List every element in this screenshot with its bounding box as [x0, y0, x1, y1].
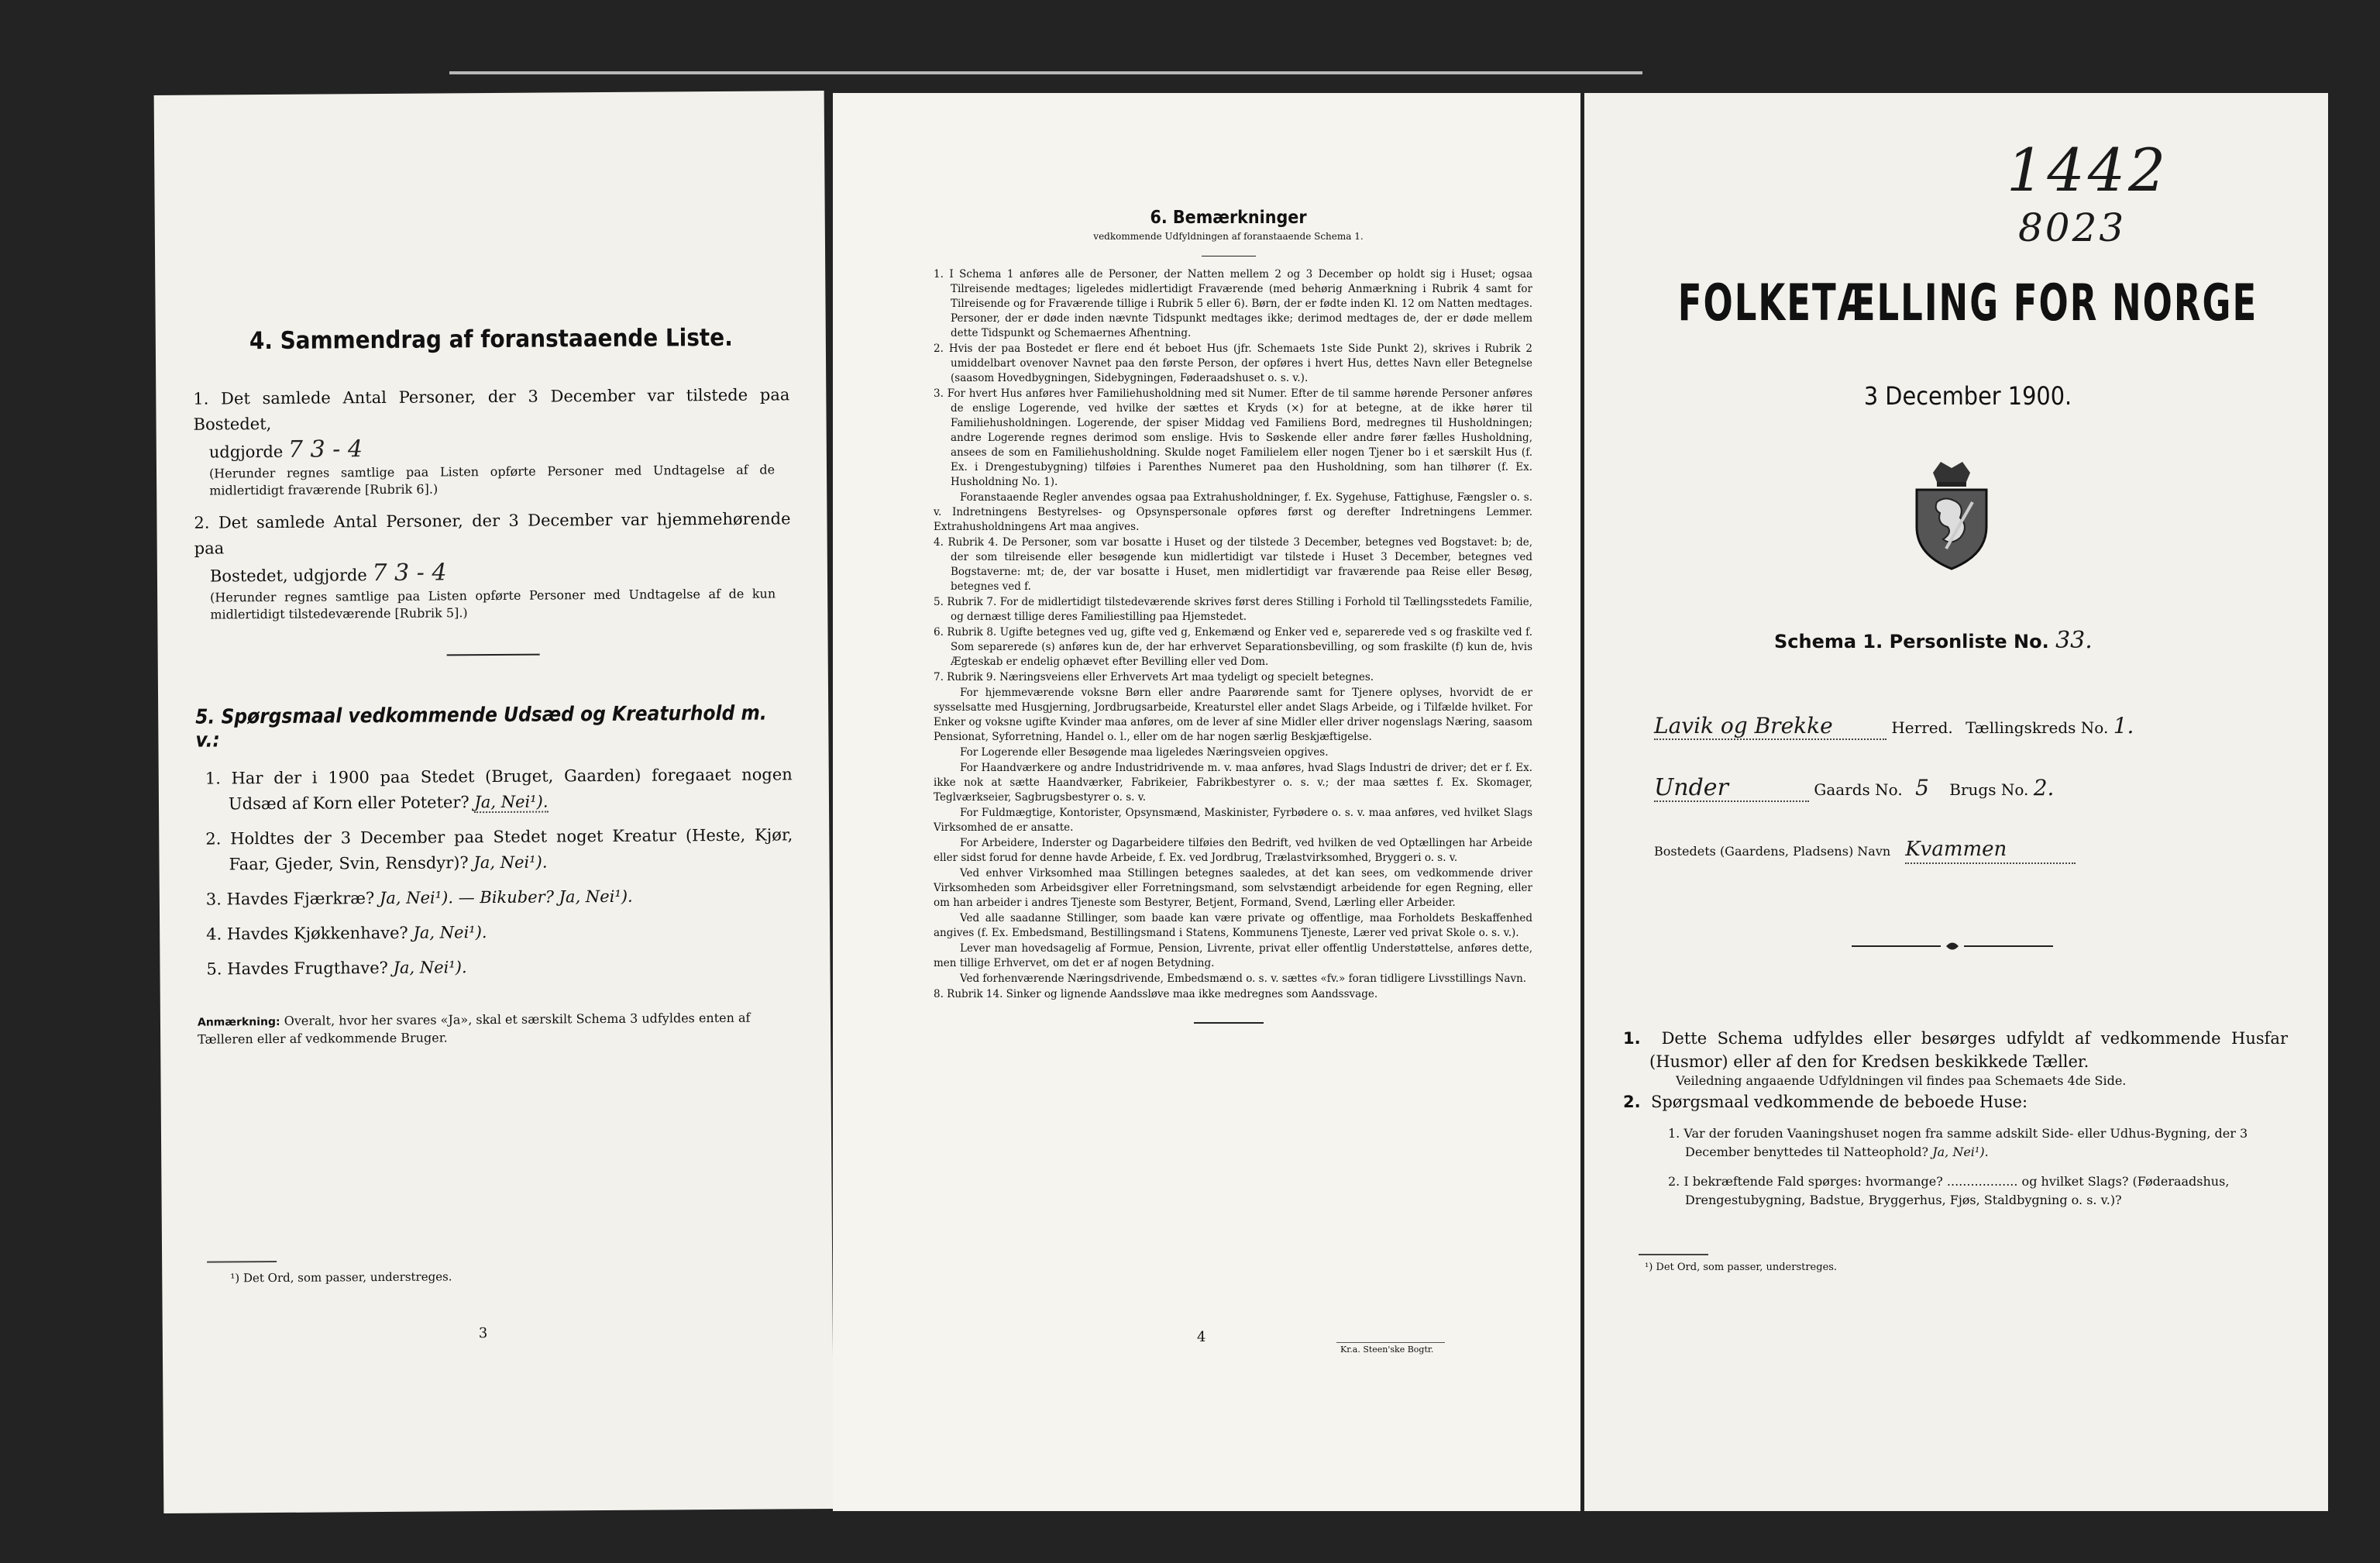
printer-mark: Kr.a. Steen'ske Bogtr. — [1340, 1344, 1434, 1355]
remark-paragraph: 8. Rubrik 14. Sinker og lignende Aandssløve maa ikke medregnes som Aandssvage. — [934, 988, 1378, 1000]
remark-paragraph: 7. Rubrik 9. Næringsveiens eller Erhvervets Art maa tydeligt og specielt betegnes. — [934, 671, 1374, 683]
summary-item-2-value: 7 3 - 4 — [372, 559, 447, 587]
remark-text: Overalt, hvor her svares «Ja», skal et særskilt Schema 3 udfyldes enten af Tælleren eller af vedkommende Bruger. — [198, 1010, 751, 1047]
remark-paragraph: For Haandværkere og andre Industridrivende m. v. maa anføres, hvad Slags Industri de driver; det er f. Ex. ikke nok at sætte Haandværker, Fabrikeier, Fabrikbestyrer o. s. v.; der maa sættes f. Ex. Skomager, Teglværkseier, Sagbrugsbestyrer o. s. v. — [934, 762, 1532, 804]
bosted-value: Kvammen — [1905, 837, 2076, 864]
question-4: 4. Havdes Kjøkkenhave? Ja, Nei¹). — [206, 923, 487, 944]
brugs-number: 2. — [2033, 775, 2055, 800]
kreds-label: Tællingskreds No. — [1966, 718, 2109, 737]
instructions — [1622, 1027, 2288, 1210]
remarks-title: 6. Bemærkninger — [1150, 208, 1307, 228]
archive-number-2: 8023 — [2018, 205, 2127, 250]
instruction-1-note: Veiledning angaaende Udfyldningen vil findes paa Schemaets 4de Side. — [1676, 1073, 2127, 1088]
question-3: 3. Havdes Fjærkræ? Ja, Nei¹). — Bikuber? Ja, Nei¹). — [205, 887, 633, 909]
remark-paragraph: 4. Rubrik 4. De Personer, som var bosatte i Huset og der tilstede 3 December, betegnes ved Bogstavet: b; de, der som tilreisende eller besøgende kun midlertidigt var tilstede i Huset 3 December, betegnes ved Bogstaverne: mt; de, der var bosatte i Huset, men midlertidigt var fraværende paa Reise eller Besøg, betegnes ved f. — [934, 536, 1532, 593]
divider — [1194, 1022, 1264, 1024]
herred-line — [1654, 713, 2274, 741]
footnote: ¹) Det Ord, som passer, understreges. — [230, 1269, 452, 1286]
summary-item-1-value: 7 3 - 4 — [287, 436, 363, 463]
schema-label: Schema 1. Personliste No. — [1774, 631, 2049, 652]
remark-paragraph: Ved alle saadanne Stillinger, som baade kan være private og offentlige, maa Forholdets Beskaffenhed angives (f. Ex. Embedsmand, Bestillingsmand i Statens, Kommunens Tjeneste, Lærer ved privat Skole o. s. v.). — [934, 912, 1532, 939]
gaard-number: 5 — [1915, 775, 1929, 800]
remark-paragraph: 1. I Schema 1 anføres alle de Personer, der Natten mellem 2 og 3 December op holdt sig i Huset; ogsaa Tilreisende medtages; ligeledes midlertidigt Fraværende (med behørig Anmærkning i Rubrik 4 samt for Tilreisende og for Fraværende tillige i Rubrik 5 eller 6). Børn, der er fødte inden Kl. 12 om Natten medtages. Personer, der er døde inden nævnte Tidspunkt medtages ikke; derimod medtages de, der er døde mellem dette Tidspunkt og Schemaernes Afhentning. — [934, 268, 1532, 339]
summary-item-2-label: Bostedet, udgjorde — [209, 566, 367, 586]
remark-paragraph: 5. Rubrik 7. For de midlertidigt tilstedeværende skrives først deres Stilling i Forhold til Tællingsstedets Familie, og dernæst tillige deres Familiestilling paa Hjemstedet. — [934, 596, 1532, 623]
gaard-name-value: Under — [1654, 775, 1809, 802]
summary-item-1-label: udgjorde — [208, 442, 284, 462]
remark-label: Anmærkning: — [197, 1015, 280, 1029]
question-1: 1. Har der i 1900 paa Stedet (Bruget, Gaarden) foregaaet nogen Udsæd af Korn eller Poteter? Ja, Nei¹). — [205, 765, 793, 814]
remark-paragraph: 2. Hvis der paa Bostedet er flere end ét beboet Hus (jfr. Schemaets 1ste Side Punkt 2), skrives i Rubrik 2 umiddelbart ovenover Navnet paa den første Person, der opføres i hvert Hus, dettes Navn eller Betegnelse (saasom Hovedbygningen, Sidebygningen, Føderaadshuset o. s. v.). — [934, 343, 1532, 384]
bosted-line — [1654, 837, 2274, 864]
question-5: 5. Havdes Frugthave? Ja, Nei¹). — [206, 958, 467, 979]
summary-item-1-text: 1. Det samlede Antal Personer, der 3 December var tilstede paa Bostedet, — [193, 385, 790, 434]
census-date: 3 December 1900. — [1863, 381, 2072, 411]
question-2-answer: Ja, Nei¹). — [473, 852, 548, 873]
footnote: ¹) Det Ord, som passer, understreges. — [1645, 1262, 1838, 1273]
page-number: 4 — [1197, 1329, 1206, 1345]
remark-paragraph: Lever man hovedsagelig af Formue, Pension, Livrente, privat eller offentlig Understøttelse, anføres dette, men tillige Erhvervet, om det er af nogen Betydning. — [934, 942, 1532, 969]
instruction-2: 2. Spørgsmaal vedkommende de beboede Huse: — [1623, 1093, 2028, 1111]
question-2: 2. Holdtes der 3 December paa Stedet noget Kreatur (Heste, Kjør, Faar, Gjeder, Svin, Rensdyr)? Ja, Nei¹). — [205, 825, 793, 874]
census-title: FOLKETÆLLING FOR NORGE — [1677, 274, 2258, 332]
page-number: 3 — [478, 1325, 488, 1342]
question-list — [196, 762, 794, 982]
footnote-rule — [207, 1261, 277, 1263]
remark-paragraph: Ved enhver Virksomhed maa Stillingen betegnes saaledes, at det kan sees, om vedkommende driver Virksomheden som Arbeidsgiver eller Forretningsmand, som selvstændigt arbeidende for egen Regning, eller om han arbeider i andres Tjeneste som Bestyrer, Betjent, Formand, Svend, Lærling eller Arbeider. — [934, 867, 1532, 909]
section-4-title: 4. Sammendrag af foranstaaende Liste. — [249, 323, 733, 356]
remark-paragraph: For Fuldmægtige, Kontorister, Opsynsmænd, Maskinister, Fyrbødere o. s. v. maa anføres, ved hvilket Slags Virksomhed de er ansatte. — [934, 807, 1532, 834]
question-5-answer: Ja, Nei¹). — [393, 958, 467, 977]
summary-item-1-note: (Herunder regnes samtlige paa Listen opførte Personer med Undtagelse af de midlertidigt fraværende [Rubrik 6].) — [208, 462, 776, 498]
instruction-1: 1. Dette Schema udfyldes eller besørges udfyldt af vedkommende Husfar (Husmor) eller af den for Kredsen beskikkede Tæller. — [1623, 1029, 2288, 1071]
page-4 — [833, 93, 1580, 1511]
summary-item-2 — [194, 506, 791, 623]
question-1-answer: Ja, Nei¹). — [474, 792, 549, 812]
brugs-label: Brugs No. — [1949, 780, 2029, 799]
section-5-title: 5. Spørgsmaal vedkommende Udsæd og Kreaturhold m. v.: — [195, 701, 767, 752]
page-3 — [154, 91, 834, 1513]
remark-paragraph: For hjemmeværende voksne Børn eller andre Paarørende samt for Tjenere oplyses, hvorvidt de er sysselsatte med Husgjerning, Jordbrugsarbeide, Kreaturstel eller andet Slags Arbeide, og i Tilfælde hvilket. For Enker og voksne ugifte Kvinder maa anføres, om de lever af sine Midler eller driver nogenslags Næring, saasom Pensionat, Syforretning, Handel o. l., eller om de har nogen særlig Beskjæftigelse. — [934, 687, 1532, 743]
schema-line — [1774, 628, 2093, 655]
question-3-answer: Ja, Nei¹). — Bikuber? Ja, Nei¹). — [379, 887, 633, 908]
schema-number: 33. — [2055, 627, 2093, 654]
bosted-label: Bostedets (Gaardens, Pladsens) Navn — [1654, 844, 1891, 859]
remark-paragraph: For Logerende eller Besøgende maa ligeledes Næringsveien opgives. — [960, 746, 1329, 759]
summary-item-2-note: (Herunder regnes samtlige paa Listen opførte Personer med Undtagelse af de kun midlertidigt tilstedeværende [Rubrik 5].) — [210, 586, 776, 622]
kreds-value: 1. — [2113, 713, 2134, 738]
house-question-1: 1. Var der foruden Vaaningshuset nogen fra samme adskilt Side- eller Udhus-Bygning, der 3 December benyttedes til Natteophold? Ja, Nei¹). — [1668, 1126, 2248, 1159]
remarks-subtitle: vedkommende Udfyldningen af foranstaaende Schema 1. — [1093, 231, 1364, 242]
summary-item-2-text: 2. Det samlede Antal Personer, der 3 December var hjemmehørende paa — [194, 509, 791, 558]
printer-rule — [1336, 1342, 1445, 1343]
remark-paragraph: Foranstaaende Regler anvendes ogsaa paa Extrahusholdninger, f. Ex. Sygehuse, Fattighuse, Fængsler o. s. v. Indretningens Bestyrelses- og Opsynspersonale opføres først og derefter Indretningens Lemmer. Extrahusholdningens Art maa angives. — [934, 491, 1532, 533]
divider — [447, 654, 540, 656]
ornament-divider-icon — [1852, 939, 2053, 953]
remark-paragraph: 6. Rubrik 8. Ugifte betegnes ved ug, gifte ved g, Enkemænd og Enker ved e, separerede ved s og fraskilte ved f. Som separerede (s) anføres kun de, der har erhvervet Separationsbevilling, og som fraskilte (f) kun de, hvis Ægteskab er endelig ophævet efter Bevilling eller ved Dom. — [934, 626, 1532, 668]
remark-paragraph: For Arbeidere, Inderster og Dagarbeidere tilføies den Bedrift, ved hvilken de ved Optællingen har Arbeide eller sidst forud for denne havde Arbeide, f. Ex. ved Jordbrug, Trælastvirksomhed, Bryggeri o. s. v. — [934, 837, 1532, 864]
page-1 — [1584, 93, 2328, 1511]
summary-item-1 — [193, 382, 790, 499]
archive-number: 1442 — [2007, 136, 2169, 205]
instruction-1-text: Dette Schema udfyldes eller besørges udfyldt af vedkommende Husfar (Husmor) eller af den for Kredsen beskikkede Tæller. — [1649, 1029, 2288, 1071]
remark-paragraph: Ved forhenværende Næringsdrivende, Embedsmænd o. s. v. sættes «fv.» foran tidligere Livsstillings Navn. — [960, 973, 1527, 985]
footnote-rule — [1639, 1254, 1708, 1255]
question-4-answer: Ja, Nei¹). — [413, 923, 487, 942]
scan-edge-line — [449, 71, 1642, 74]
remark-paragraph: 3. For hvert Hus anføres hver Familiehusholdning med sit Numer. Efter de til samme hørende Personer anføres de enslige Logerende, ved hvilke der sættes et Kryds (×) for at betegne, at de ikke hører til Familiehusholdningen. Logerende, der spiser Middag ved Familiens Bord, medregnes til Husholdningen; andre Logerende regnes derimod som enslige. Hvis to Søskende eller andre fører fælles Husholdning, ansees de som en Familiehusholdning. Skulde noget Familielem eller nogen Tjener bo i et særskilt Hus (f. Ex. i Drengestubygning) tilføies i Parenthes Numeret paa den Husholdning, som han tilhører (f. Ex. Husholdning No. 1). — [934, 387, 1532, 488]
instruction-2-text: Spørgsmaal vedkommende de beboede Huse: — [1650, 1093, 2028, 1111]
herred-value: Lavik og Brekke — [1654, 713, 1886, 740]
house-question-1-answer: Ja, Nei¹). — [1932, 1145, 1989, 1159]
remark — [198, 1009, 794, 1048]
herred-label: Herred. — [1891, 718, 1953, 737]
house-question-2: 2. I bekræftende Fald spørges: hvormange? .................. og hvilket Slags? (Føderaadshus, Drengestubygning, Badstue, Bryggerhus, Fjøs, Staldbygning o. s. v.)? — [1668, 1174, 2230, 1207]
remarks-list — [924, 267, 1532, 1002]
norwegian-crest-icon — [1906, 456, 1997, 572]
gaard-label: Gaards No. — [1814, 780, 1903, 799]
gaard-line — [1654, 775, 2274, 803]
